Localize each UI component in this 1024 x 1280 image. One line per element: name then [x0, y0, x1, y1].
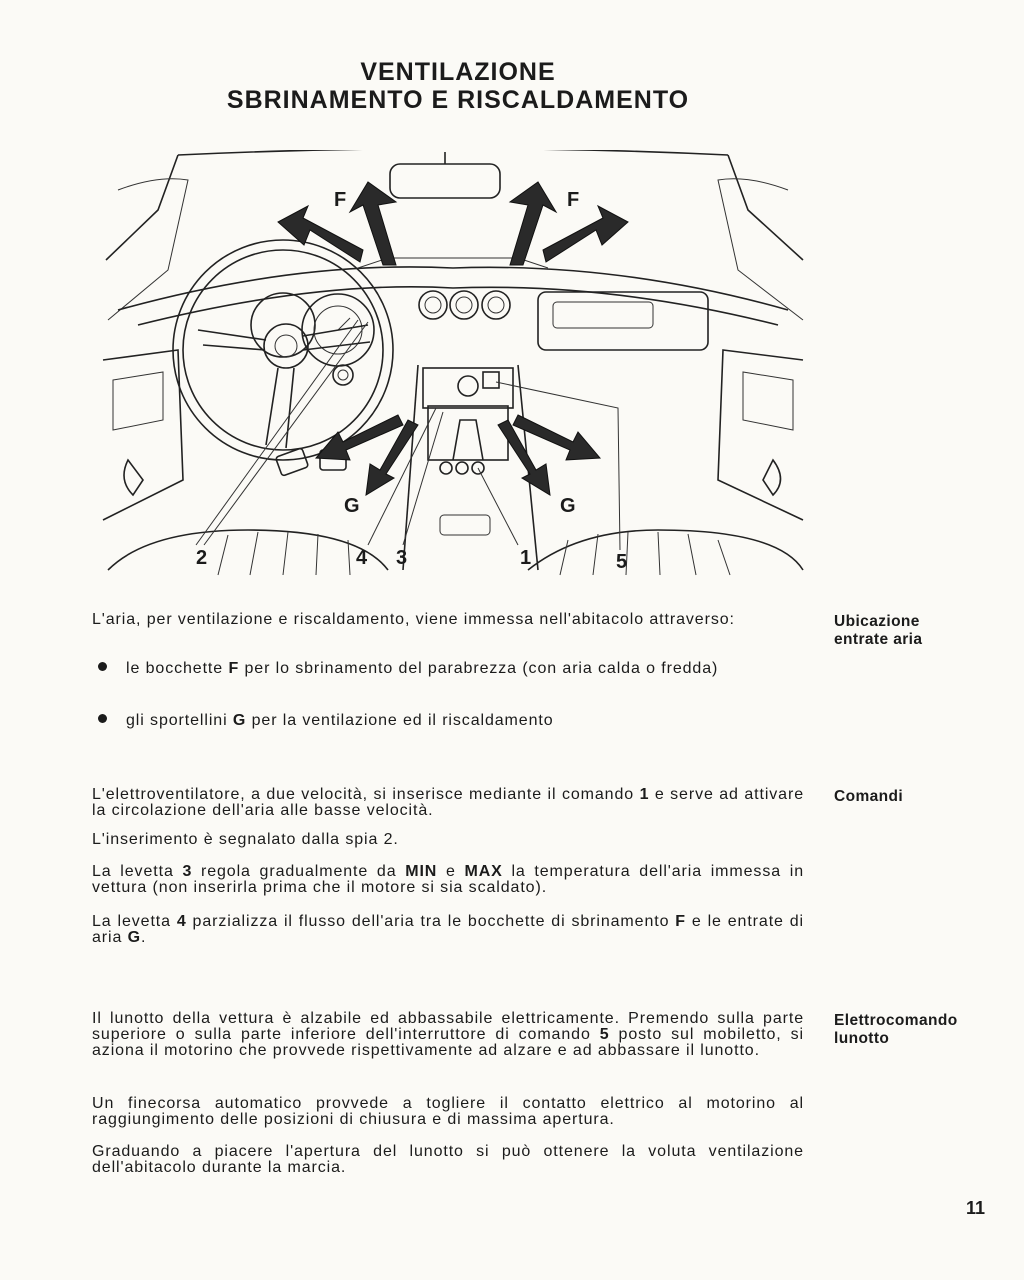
- label-1: 1: [520, 547, 532, 569]
- section-heading-comandi: Comandi: [834, 788, 904, 805]
- section-heading-ubicazione: Ubicazione entrate aria: [834, 613, 923, 648]
- lunotto-paragraph-1: Il lunotto della vettura è alzabile ed abbassabile elettricamente. Premendo sulla parte superiore o sulla parte inferiore dell'interruttore di comando 5 posto sul mobiletto, si aziona il motorino che provvede rispettivamente ad alzare e ad abbassare il lunotto.: [92, 1010, 804, 1059]
- lunotto-paragraph-3: Graduando a piacere l'apertura del lunotto si può ottenere la voluta ventilazione dell'abitacolo durante la marcia.: [92, 1143, 804, 1176]
- bullet-dot-icon: [98, 714, 107, 723]
- page-title-line-2: SBRINAMENTO E RISCALDAMENTO: [226, 86, 690, 114]
- label-g-left: G: [344, 495, 360, 517]
- comandi-paragraph-3: La levetta 3 regola gradualmente da MIN e MAX la temperatura dell'aria immessa in vettura (non inserirla prima che il motore si sia scaldato).: [92, 863, 804, 896]
- comandi-paragraph-2: L'inserimento è segnalato dalla spia 2.: [92, 831, 399, 848]
- comandi-paragraph-1: L'elettroventilatore, a due velocità, si inserisce mediante il comando 1 e serve ad attivare la circolazione dell'aria alle basse velocità.: [92, 786, 804, 819]
- lunotto-paragraph-2: Un finecorsa automatico provvede a togliere il contatto elettrico al motorino al raggiungimento delle posizioni di chiusura e di massima apertura.: [92, 1095, 804, 1128]
- intro-paragraph: L'aria, per ventilazione e riscaldamento, viene immessa nell'abitacolo attraverso:: [92, 611, 735, 628]
- label-4: 4: [356, 547, 368, 569]
- label-2: 2: [196, 547, 208, 569]
- label-f-left: F: [334, 189, 347, 211]
- page-title-line-1: VENTILAZIONE: [360, 58, 556, 86]
- bullet-dot-icon: [98, 662, 107, 671]
- bullet-item-f: le bocchette F per lo sbrinamento del parabrezza (con aria calda o fredda): [92, 660, 804, 677]
- label-3: 3: [396, 547, 408, 569]
- label-f-right: F: [567, 189, 580, 211]
- section-heading-lunotto: Elettrocomando lunotto: [834, 1012, 958, 1047]
- bullet-item-g: gli sportellini G per la ventilazione ed il riscaldamento: [92, 712, 804, 729]
- label-5: 5: [616, 551, 628, 573]
- comandi-paragraph-4: La levetta 4 parzializza il flusso dell'aria tra le bocchette di sbrinamento F e le entrate di aria G.: [92, 913, 804, 946]
- page-number: 11: [966, 1198, 986, 1218]
- label-g-right: G: [560, 495, 576, 517]
- dashboard-ventilation-diagram: [98, 150, 808, 580]
